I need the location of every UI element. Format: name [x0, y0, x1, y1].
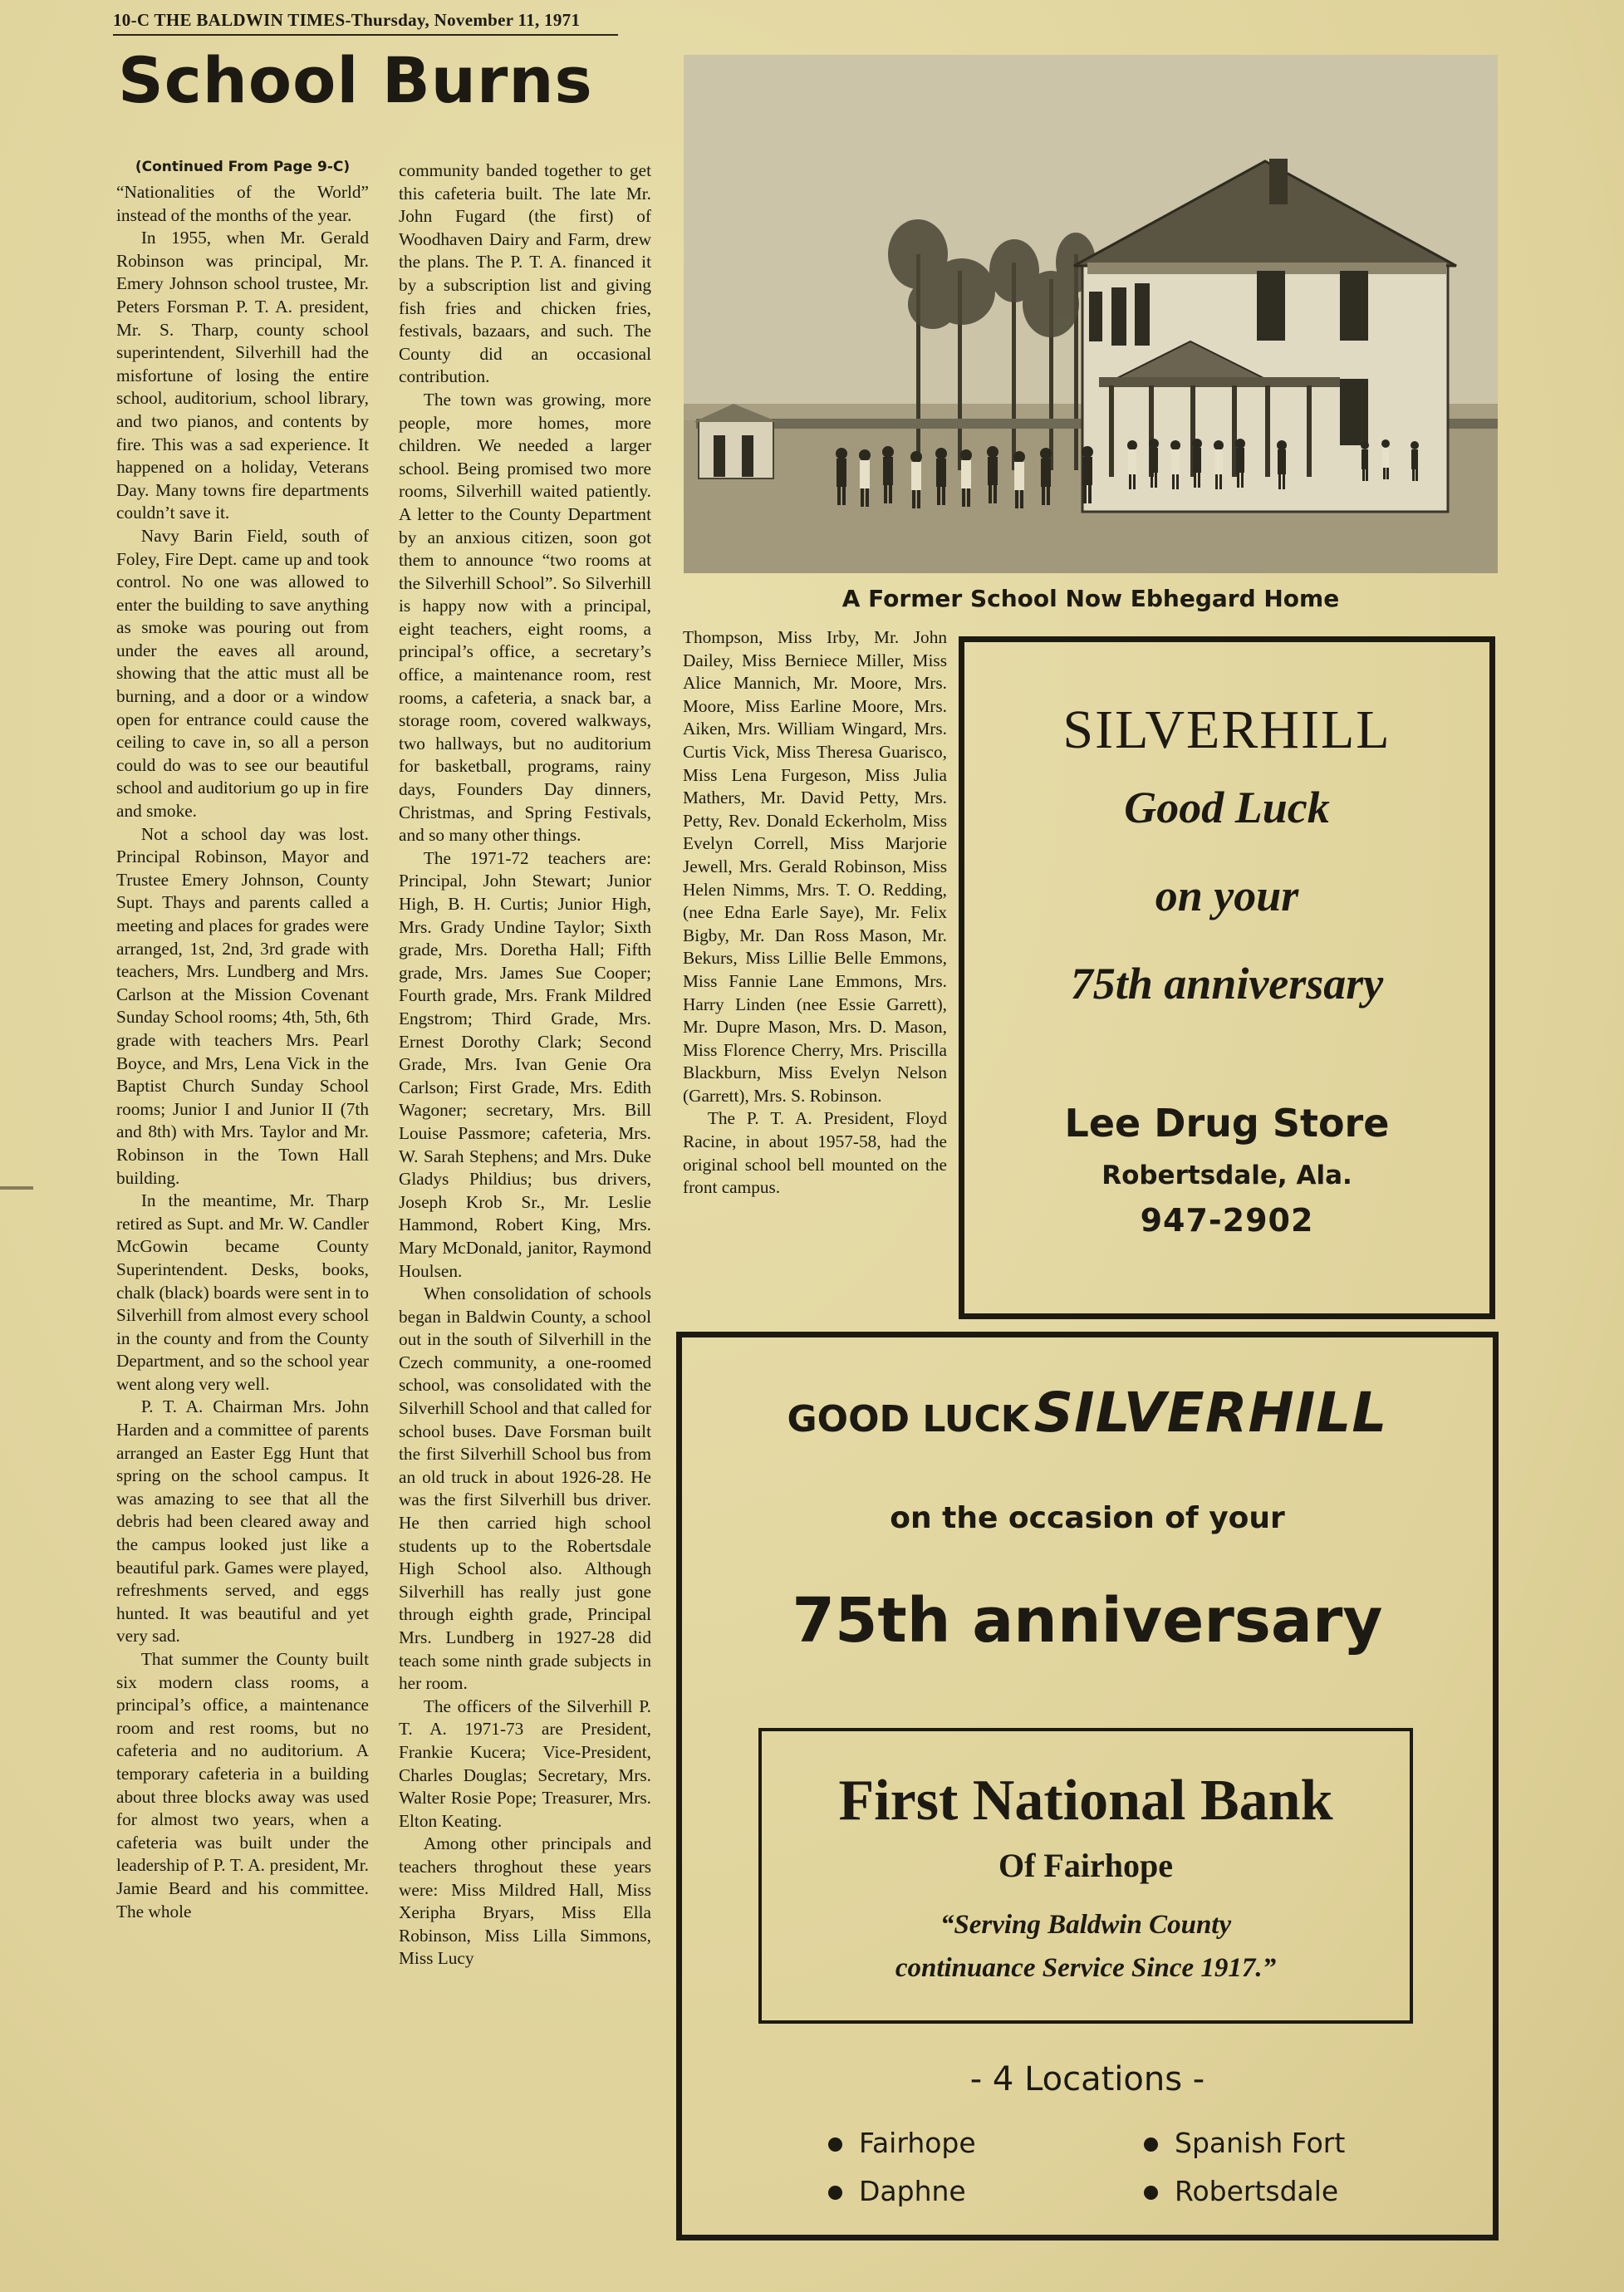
- paragraph: When consolidation of schools began in Baldwin County, a school out in the south of Silverhill in the Czech community, a one-roomed school, was consolidated with the Silverhill School and that called for school buses. Dave Forsman built the first Silverhill School bus from an old truck in about 1926-28. He was the first Silverhill bus driver. He then carried high school students up to the Robertsdale High School also. Although Silverhill has really just gone through eighth grade, Principal Mrs. Lundberg in 1927-28 did teach some ninth grade subjects in her room.: [399, 1283, 651, 1694]
- silverhill-text: SILVERHILL: [1033, 1381, 1388, 1445]
- article-column-3: [683, 626, 947, 1200]
- headline: School Burns: [118, 43, 593, 117]
- paragraph: In 1955, when Mr. Gerald Robinson was principal, Mr. Emery Johnson school trustee, Mr. Peters Forsman P. T. A. president, Mr. S. Tharp, county school superintendent, Silverhill had the misfortune of losing the entire school, auditorium, school library, and two pianos, and contents by fire. This was a sad experience. It happened on a holiday, Veterans Day. Many towns fire departments couldn’t save it.: [116, 228, 369, 523]
- bank-name-box: [758, 1728, 1413, 2024]
- branch-list: [682, 2127, 1493, 2226]
- paragraph: Among other principals and teachers throghout these years were: Miss Mildred Hall, Miss Xeripha Bryars, Miss Ella Robinson, Miss Lilla Simmons, Miss Lucy: [399, 1833, 651, 1969]
- bullet-icon: [1144, 2137, 1158, 2152]
- first-national-bank-ad: [676, 1332, 1499, 2240]
- branch-name: Robertsdale: [1175, 2175, 1339, 2207]
- paragraph: “Nationalities of the World” instead of the months of the year.: [116, 182, 369, 225]
- branch-name: Fairhope: [859, 2127, 976, 2159]
- paragraph: The town was growing, more people, more homes, more children. We needed a larger school. Being promised two more rooms, Silverhill waited patiently. A letter to the County Department by an anxious citizen, soon got them to announce “two rooms at the Silverhill School”. So Silverhill is happy now with a principal, eight teachers, eight rooms, a principal’s office, a secretary’s office, a maintenance room, rest rooms, a cafeteria, a snack bar, a storage room, covered walkways, two hallways, but no auditorium for basketball, programs, rainy days, Founders Day dinners, Christmas, and Spring Festivals, and so many other things.: [399, 389, 651, 846]
- paragraph: That summer the County built six modern class rooms, a principal’s office, a maintenance room and rest rooms, but no cafeteria and no auditorium. A temporary cafeteria in a building about three blocks away was used for almost two years, when a cafeteria was built under the leadership of P. T. A. president, Mr. Jamie Beard and his committee. The whole: [116, 1649, 369, 1921]
- locations-heading: - 4 Locations -: [969, 2060, 1205, 2098]
- slogan-line-1: “Serving Baldwin County: [940, 1910, 1232, 1940]
- school-house-illustration: [684, 55, 1498, 573]
- ad-line-good-luck: Good Luck: [1124, 783, 1330, 832]
- slogan-line-2: continuance Service Since 1917.”: [895, 1953, 1277, 1983]
- bank-slogan: [762, 1903, 1410, 1990]
- paragraph: The P. T. A. President, Floyd Racine, in about 1957-58, had the original school bell mounted on the front campus.: [683, 1108, 947, 1198]
- paragraph: P. T. A. Chairman Mrs. John Harden and a committee of parents arranged an Easter Egg Hunt that spring on the school campus. It was amazing to see that all the debris had been cleared away and the campus looked just like a beautiful park. Games were played, refreshments served, and eggs hunted. It was beautiful and yet very sad.: [116, 1396, 369, 1647]
- paragraph: The officers of the Silverhill P. T. A. 1971-73 are President, Frankie Kucera; Vice-President, Charles Douglas; Secretary, Mrs. Walter Rosie Pope; Treasurer, Mrs. Elton Keating.: [399, 1696, 651, 1831]
- good-luck-text: GOOD LUCK: [787, 1398, 1029, 1440]
- article-column-2: [399, 160, 651, 1971]
- article-column-1: [116, 156, 369, 1923]
- paragraph: Not a school day was lost. Principal Robinson, Mayor and Trustee Emery Johnson, County Supt. Thays and parents called a meeting and places for grades were arranged, 1st, 2nd, 3rd grade with teachers, Mrs. Lundberg and Mrs. Carlson at the Mission Covenant Sunday School rooms; 4th, 5th, 6th grade with teachers Mrs. Pearl Boyce, and Mrs, Lena Vick in the Baptist Church Sunday School rooms; Junior I and Junior II (7th and 8th) with Mrs. Taylor and Mr. Robinson in the Town Hall building.: [116, 823, 369, 1188]
- paragraph: community banded together to get this cafeteria built. The late Mr. John Fugard (the first) of Woodhaven Dairy and Farm, drew the plans. The P. T. A. financed it by a subscription list and giving fish fries and chicken fries, festivals, bazaars, and such. The County did an occasional contribution.: [399, 160, 651, 387]
- paragraph: In the meantime, Mr. Tharp retired as Supt. and Mr. W. Candler McGowin became County Superintendent. Desks, books, chalk (black) boards were sent in to Silverhill from almost every school in the county and from the County Department, and so the school year went along very well.: [116, 1190, 369, 1394]
- branch-item: [828, 2127, 976, 2159]
- branch-name: Spanish Fort: [1175, 2127, 1346, 2159]
- bullet-icon: [828, 2137, 842, 2152]
- folio-line: 10-C THE BALDWIN TIMES-Thursday, November 11, 1971: [113, 10, 618, 36]
- lee-drug-store-ad: [959, 636, 1495, 1319]
- branch-item: [1144, 2175, 1338, 2207]
- branch-item: [828, 2175, 966, 2207]
- continued-note: (Continued From Page 9-C): [135, 159, 351, 175]
- ad-line-anniversary: 75th anniversary: [1070, 959, 1384, 1009]
- branch-name: Daphne: [859, 2175, 966, 2207]
- ad-line-on-your: on your: [1155, 871, 1299, 920]
- paragraph: The 1971-72 teachers are: Principal, John Stewart; Junior High, B. H. Curtis; Junior High, Mrs. Grady Undine Taylor; Sixth grade, Mrs. Doretha Hall; Fifth grade, Mrs. James Sue Cooper; Fourth grade, Mrs. Frank Mildred Engstrom; Third Grade, Mrs. Ernest Dorothy Clark; Second Grade, Mrs. Ivan Genie Ora Carlson; First Grade, Mrs. Edith Wagoner; secretary, Mrs. Bill Louise Passmore; cafeteria, Mrs. W. Sarah Stephens; and Mrs. Duke Gladys Phildius; bus drivers, Joseph Krob Sr., Mr. Leslie Hammond, Robert King, Mrs. Mary McDonald, janitor, Raymond Houlsen.: [399, 847, 651, 1281]
- school-photo: [684, 55, 1498, 573]
- occasion-text: on the occasion of your: [890, 1501, 1285, 1535]
- bank-name: First National Bank: [838, 1769, 1333, 1833]
- bank-city: Of Fairhope: [998, 1847, 1173, 1884]
- photo-caption: A Former School Now Ebhegard Home: [841, 585, 1340, 612]
- bullet-icon: [1144, 2186, 1158, 2200]
- anniversary-text: 75th anniversary: [792, 1585, 1383, 1656]
- paragraph: Thompson, Miss Irby, Mr. John Dailey, Miss Berniece Miller, Miss Alice Mannich, Mr. Moore, Mrs. Moore, Miss Earline Moore, Mrs. Aiken, Mrs. William Wingard, Mrs. Curtis Vick, Miss Theresa Guarisco, Miss Lena Furgeson, Miss Julia Mathers, Mr. David Petty, Mrs. Petty, Rev. Donald Eckerholm, Miss Evelyn Correll, Miss Marjorie Jewell, Mrs. Gerald Robinson, Miss Helen Nimms, Mrs. T. O. Redding, (nee Edna Earle Saye), Mr. Felix Bigby, Mr. Dan Ross Mason, Mr. Bekurs, Miss Lillie Belle Emmons, Miss Fannie Lane Emmons, Mrs. Harry Linden (nee Essie Garrett), Mr. Dupre Mason, Mrs. D. Mason, Miss Florence Cherry, Mrs. Priscilla Blackburn, Miss Evelyn Nelson (Garrett), Mrs. S. Robinson.: [683, 627, 947, 1106]
- paragraph: Navy Barin Field, south of Foley, Fire Dept. came up and took control. No one was allowed to enter the building to save anything as smoke was pouring out from under the eaves all around, showing that the attic must all be burning, and a door or a window open for entrance could cause the ceiling to cave in, so all a person could do was to see our beautiful school and auditorium go up in fire and smoke.: [116, 525, 369, 822]
- branch-item: [1144, 2127, 1345, 2159]
- store-city: Robertsdale, Ala.: [1101, 1161, 1352, 1190]
- store-phone: 947-2902: [1140, 1202, 1314, 1239]
- paper-crease: [0, 1186, 33, 1190]
- bullet-icon: [828, 2186, 842, 2200]
- store-name: Lee Drug Store: [1064, 1101, 1390, 1146]
- ad-title: SILVERHILL: [1062, 699, 1391, 760]
- good-luck-heading: [682, 1381, 1493, 1445]
